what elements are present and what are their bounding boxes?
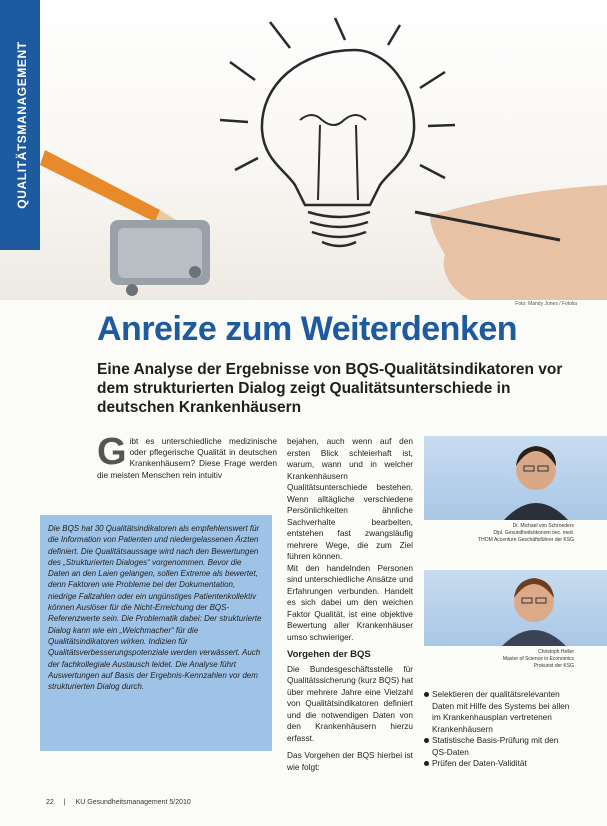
paragraph: bejahen, auch wenn auf den ersten Blick schleierhaft ist, warum, wann und in welcher Krankenhäusern Qualitätsunterschiede bestehen. Wenn alltägliche verschiedene Persönlichkeiten ähnliche Sachverhalte bearbeiten, entstehen fast zwangsläufig mehrere Wege, die zum Ziel führen können.: [287, 436, 413, 561]
person-icon: [424, 570, 607, 646]
hero-illustration: [0, 0, 607, 300]
highlight-text: Die BQS hat 30 Qualitätsindikatoren als empfehlenswert für die Information von Patienten und niedergelassenen Ärzten definiert. Die Qualitätsaussage wird nach den Bewertungen des „Strukturierten Dialoges“ vorgenommen. Bevor die Daten an den Laien gelangen, sollen Extreme als bewertet, denn Faktoren wie Probleme bei der Dokumentation, niedrige Fallzahlen oder ein ungünstiges Patientenkollektiv können Auslöser für die Nicht-Erreichung der BQS-Referenzwerte sein. Die Problematik dabei: Der strukturierte Dialog kann wie ein „Weichmacher“ für die Qualitätsindikatoren wirken. Indizien für Qualitätsverbesserungspotenziale werden verwässert. Auch der fachkollegiale Austausch leidet. Die Analyse führt Auswertungen auf Basis der Ergebnis-Kennzahlen vor dem strukturierten Dialog durch.: [48, 524, 262, 692]
headline: Anreize zum Weiterdenken: [97, 310, 518, 348]
section-label: QUALITÄTSMANAGEMENT: [15, 41, 29, 209]
subtitle: Eine Analyse der Ergebnisse von BQS-Qualitätsindikatoren vor dem strukturierten Dialog zeigt Qualitätsunterschiede in deutschen Krankenhäusern: [97, 361, 563, 416]
person-icon: [424, 436, 607, 520]
author-photo: [424, 436, 607, 520]
page-number: 22: [46, 799, 54, 806]
section-heading: Vorgehen der BQS: [287, 649, 371, 660]
list-item: Selektieren der qualitätsrelevanten Daten mit Hilfe des Systems bei allen im Krankenhausplan vertretenen Krankenhäusern: [424, 689, 574, 735]
paragraph: Mit den handelnden Personen sind unterschiedliche Ansätze und Erfahrungen verbunden. Handelt es sich dabei um den weichen Faktor Qualität, ist eine objektive Bewertung aller Krankenhäuser umso schwieriger.: [287, 562, 413, 642]
page-footer: [46, 799, 191, 806]
intro-text: ibt es unterschiedliche medizinische oder pflegerische Qualität in deutschen Krankenhäusern? Diese Frage werden die meisten Menschen rein intuitiv: [97, 436, 277, 480]
footer-separator: |: [63, 799, 66, 806]
intro-column: [97, 431, 277, 481]
paragraph: Die Bundesgeschäftsstelle für Qualitätssicherung (kurz BQS) hat über mehrere Jahre eine Vielzahl von Qualitätsindikatoren definiert und die notwendigen Daten von den Krankenhäusern hierzu erfasst.: [287, 663, 413, 743]
bullet-list: [424, 689, 574, 770]
lightbulb-sketch-icon: [0, 0, 607, 300]
photo-credit: Foto: Mandy Jones / Fotolia: [515, 301, 577, 307]
list-item: Statistische Basis-Prüfung mit den QS-Daten: [424, 735, 574, 758]
paragraph: Das Vorgehen der BQS hierbei ist wie folgt:: [287, 750, 413, 772]
highlight-box: [40, 515, 272, 751]
author-photo: [424, 570, 607, 646]
author-caption: Christoph Heller Master of Science in Economics Prokurist der KSG: [502, 649, 574, 669]
author-caption: Dr. Michael von Schroeders Dipl. Gesundheitsökonom oec. med. THOM Accenture Geschäftsführer der KSG: [478, 523, 574, 543]
middle-column: [287, 436, 413, 773]
list-item: Prüfen der Daten-Validität: [424, 758, 574, 770]
publication-name: KU Gesundheitsmanagement 5/2010: [75, 799, 191, 806]
dropcap: G: [97, 431, 127, 473]
section-tab: [0, 0, 40, 250]
